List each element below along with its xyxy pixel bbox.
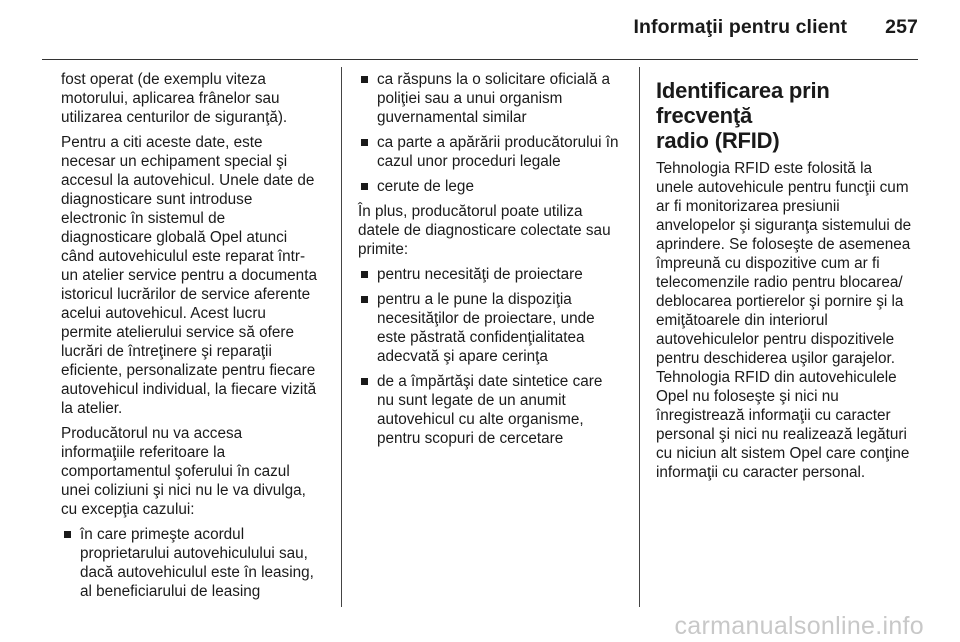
section-heading: Identificarea prin frecvenţă radio (RFID) bbox=[656, 78, 830, 153]
bullet-item bbox=[61, 525, 333, 601]
bullet-square-icon bbox=[361, 271, 368, 278]
header-divider bbox=[42, 59, 918, 60]
bullet-text: ca parte a apărării producătorului în cazul unor proceduri legale bbox=[377, 134, 619, 170]
paragraph: Pentru a citi aceste date, este necesar un echipament special şi accesul la autovehicul. Unele date de diagnosticare sunt introduse electronic în sistemul de diagnosticare globală Opel atunci când autovehiculul este reparat într- un atelier service pentru a documenta istoricul lucrărilor de service aferente acelui autovehicul. Acest lucru permite atelierului service să ofere lucrări de întreţinere şi reparaţii eficiente, personalizate pentru fiecare autovehicul individual, la fiecare vizită la atelier. bbox=[61, 134, 317, 417]
page-title: Informaţii pentru client bbox=[633, 16, 848, 38]
paragraph: Tehnologia RFID este folosită la unele autovehicule pentru funcţii cum ar fi monitorizarea presiunii anvelopelor şi siguranţa sistemului de aprindere. Se foloseşte de asemenea împreună cu dispozitive cum ar fi telecomenzile radio pentru blocarea/ deblocarea portierelor şi pornire şi la emiţătoarele din interiorul autovehiculelor pentru dispozitivele pentru deschiderea uşilor garajelor. bbox=[656, 160, 912, 367]
column-3 bbox=[656, 78, 926, 488]
column-divider-2 bbox=[639, 67, 640, 607]
paragraph: Producătorul nu va accesa informaţiile referitoare la comportamentul şoferului în cazul unei coliziuni şi nici nu le va divulga, cu excepţia cazului: bbox=[61, 425, 306, 518]
bullet-square-icon bbox=[361, 296, 368, 303]
bullet-text: cerute de lege bbox=[377, 178, 474, 195]
bullet-square-icon bbox=[64, 531, 71, 538]
bullet-item bbox=[358, 177, 634, 196]
paragraph: În plus, producătorul poate utiliza datele de diagnosticare colectate sau primite: bbox=[358, 203, 611, 258]
bullet-item bbox=[358, 133, 634, 171]
bullet-square-icon bbox=[361, 183, 368, 190]
bullet-item bbox=[358, 290, 634, 366]
bullet-text: ca răspuns la o solicitare oficială a poliţiei sau a unui organism guvernamental similar bbox=[377, 71, 610, 126]
bullet-item bbox=[358, 70, 634, 127]
column-2 bbox=[358, 70, 634, 454]
page-header bbox=[633, 16, 918, 39]
bullet-item bbox=[358, 372, 634, 448]
bullet-text: pentru necesităţi de proiectare bbox=[377, 266, 583, 283]
bullet-text: în care primeşte acordul proprietarului autovehiculului sau, dacă autovehiculul este în leasing, al beneficiarului de leasing bbox=[80, 526, 314, 600]
bullet-item bbox=[358, 265, 634, 284]
bullet-square-icon bbox=[361, 139, 368, 146]
page-number: 257 bbox=[885, 16, 918, 38]
column-divider-1 bbox=[341, 67, 342, 607]
bullet-text: de a împărtăşi date sintetice care nu sunt legate de un anumit autovehicul cu alte organisme, pentru scopuri de cercetare bbox=[377, 373, 603, 447]
paragraph: Tehnologia RFID din autovehiculele Opel nu foloseşte şi nici nu înregistrează informaţii cu caracter personal şi nici nu realizează legături cu niciun alt sistem Opel care conţine informaţii cu caracter personal. bbox=[656, 369, 910, 481]
column-1 bbox=[61, 70, 333, 607]
watermark: carmanualsonline.info bbox=[674, 612, 924, 640]
bullet-square-icon bbox=[361, 378, 368, 385]
bullet-square-icon bbox=[361, 76, 368, 83]
paragraph: fost operat (de exemplu viteza motorului, aplicarea frânelor sau utilizarea centurilor de siguranţă). bbox=[61, 71, 288, 126]
bullet-text: pentru a le pune la dispoziţia necesităţilor de proiectare, unde este păstrată confidenţialitatea adecvată şi apare cerinţa bbox=[377, 291, 595, 365]
